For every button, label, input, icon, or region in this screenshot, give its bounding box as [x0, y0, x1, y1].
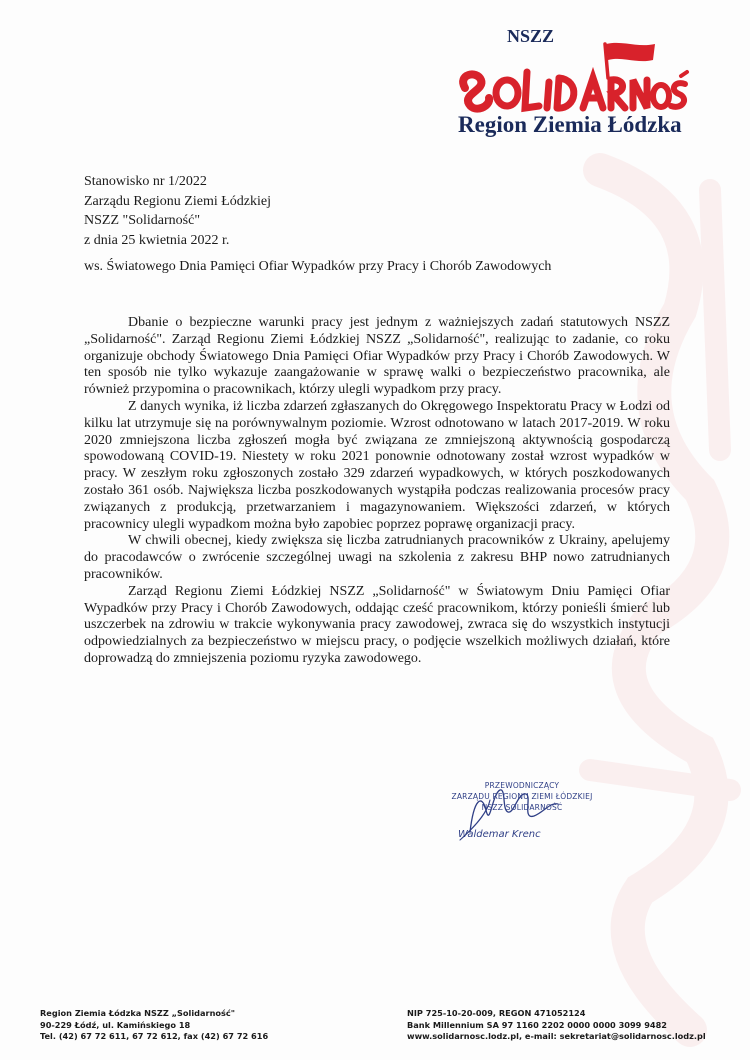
logo-nszz-text: NSZZ	[507, 26, 555, 46]
footer-registration	[407, 1008, 706, 1043]
resolution-number: Stanowisko nr 1/2022	[84, 174, 207, 189]
footer-phone: Tel. (42) 67 72 611, 67 72 612, fax (42) 67 72 616	[40, 1031, 269, 1041]
resolution-date: z dnia 25 kwietnia 2022 r.	[84, 232, 230, 248]
footer-nip-regon: NIP 725-10-20-009, REGON 471052124	[407, 1008, 586, 1018]
paragraph-3: W chwili obecnej, kiedy zwiększa się liczba zatrudnianych pracowników z Ukrainy, apelujemy do pracodawców o zwrócenie szczególnej uwagi na szkolenia z zakresu BHP nowo zatrudnianych pracowników.	[84, 533, 670, 582]
signatory-name: Waldemar Krenc	[458, 829, 541, 840]
logo-region-name: Region Ziemia Łódzka	[458, 112, 682, 137]
stamp-title: PRZEWODNICZĄCY	[484, 781, 560, 790]
stamp-union: NSZZ SOLIDARNOŚĆ	[481, 803, 563, 812]
solidarnosc-wordmark-icon	[455, 38, 695, 118]
paragraph-1: Dbanie o bezpieczne warunki pracy jest jednym z ważniejszych zadań statutowych NSZZ „Solidarność". Zarząd Regionu Ziemi Łódzkiej NSZZ „Solidarność", realizując to zadanie, co roku organizuje obchody Światowego Dnia Pamięci Ofiar Wypadków przy Pracy i Chorób Zawodowych. W ten sposób nie tylko wykazuje zaangażowanie w sprawę walki o bezpieczeństwo pracownika, ale również przypomina o pracownikach, którzy ulegli wypadkom przy pracy.	[84, 315, 670, 398]
footer-contact	[40, 1008, 268, 1043]
solidarnosc-logo	[455, 18, 735, 143]
stamp-board: ZARZĄDU REGIONU ZIEMI ŁÓDZKIEJ	[451, 792, 593, 801]
paragraph-2: Z danych wynika, iż liczba zdarzeń zgłaszanych do Okręgowego Inspektoratu Pracy w Łodzi od kilku lat utrzymuje się na porównywalnym poziomie. Wzrost odnotowano w latach 2017-2019. W roku 2020 zmniejszona liczba zgłoszeń mogła być związana ze zmniejszoną aktywnością gospodarczą spowodowaną COVID-19. Niestety w roku 2021 ponownie odnotowany został wzrost wypadków w pracy. W zeszłym roku zgłoszonych zostało 329 zdarzeń wypadkowych, w których poszkodowanych zostało 361 osób. Największa liczba poszkodowanych wystąpiła podczas realizowania procesów pracy związanych z produkcją, przetwarzaniem i magazynowaniem. Większości zdarzeń, w których pracownicy ulegli wypadkom można było zapobiec poprzez poprawę organizacji pracy.	[84, 398, 670, 532]
union-name: NSZZ "Solidarność"	[84, 213, 201, 228]
footer-org-name: Region Ziemia Łódzka NSZZ „Solidarność"	[40, 1008, 236, 1018]
footer-bank-account: Bank Millennium SA 97 1160 2202 0000 0000 3099 9482	[407, 1019, 667, 1030]
footer-address: 90-229 Łódź, ul. Kamińskiego 18	[40, 1019, 191, 1030]
letter-body	[84, 315, 670, 668]
footer-web-email: www.solidarnosc.lodz.pl, e-mail: sekretariat@solidarnosc.lodz.pl	[407, 1031, 706, 1041]
resolution-header	[84, 172, 271, 250]
signature-block	[430, 780, 610, 860]
issuing-board: Zarządu Regionu Ziemi Łódzkiej	[84, 193, 271, 209]
subject-line: ws. Światowego Dnia Pamięci Ofiar Wypadków przy Pracy i Chorób Zawodowych	[84, 259, 552, 274]
paragraph-4: Zarząd Regionu Ziemi Łódzkiej NSZZ „Solidarność" w Światowym Dniu Pamięci Ofiar Wypadków przy Pracy i Chorób Zawodowych, oddając cześć pracownikom, którzy ponieśli śmierć lub uszczerbek na zdrowiu w trakcie wykonywania pracy zawodowej, zwraca się do wszystkich instytucji odpowiedzialnych za bezpieczeństwo w miejscu pracy, o podjęcie wszelkich możliwych działań, które doprowadzą do zmniejszenia poziomu ryzyka zawodowego.	[84, 583, 670, 666]
